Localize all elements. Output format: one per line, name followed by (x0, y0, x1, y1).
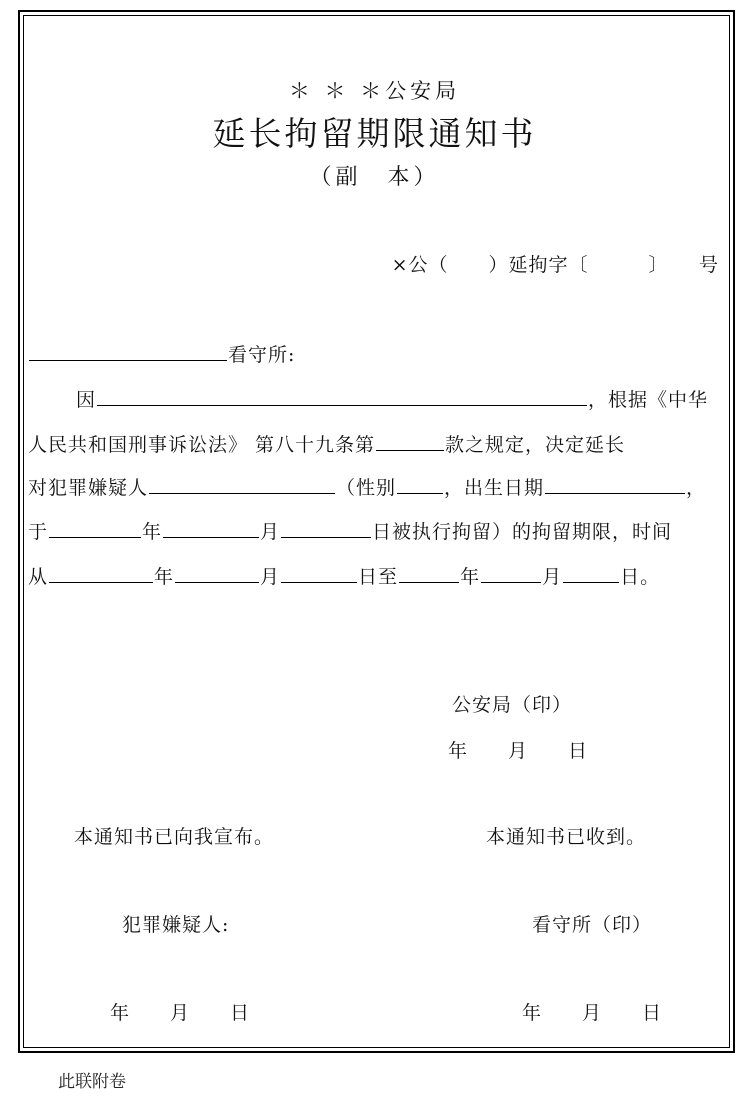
end-year-blank[interactable] (399, 562, 459, 583)
body-text: ，出生日期 (444, 477, 545, 499)
body-text: 月 (260, 566, 281, 588)
body-line-4 (28, 517, 672, 544)
clause-number-blank[interactable] (376, 430, 444, 451)
body-text: 从 (28, 566, 49, 588)
suspect-sign-date: 年 月 日 (110, 1002, 251, 1024)
start-month-blank[interactable] (175, 562, 259, 583)
body-line-3 (28, 473, 706, 500)
body-text: 因 (76, 389, 97, 411)
agency-name: ＊ ＊ ＊公安局 (288, 79, 461, 103)
detention-month-blank[interactable] (163, 517, 259, 538)
center-sign-date: 年 月 日 (522, 1002, 663, 1024)
body-text: 年 (154, 566, 175, 588)
detention-center-seal-label: 看守所（印） (532, 914, 653, 936)
body-text: 对犯罪嫌疑人 (28, 477, 149, 499)
footer-note: 此联附卷 (58, 1072, 126, 1092)
body-text: 月 (260, 521, 281, 543)
document-number: ×公（ ）延拘字〔 〕 号 (391, 254, 719, 276)
body-text: 日被执行拘留）的拘留期限，时间 (372, 521, 673, 543)
birth-date-blank[interactable] (545, 473, 685, 494)
body-text: ， (686, 477, 707, 499)
body-text: 人民共和国刑事诉讼法》 第八十九条第 (28, 434, 376, 456)
detention-day-blank[interactable] (281, 517, 371, 538)
reason-blank[interactable] (97, 385, 587, 406)
end-day-blank[interactable] (563, 562, 619, 583)
body-text: ，根据《中华 (588, 389, 709, 411)
body-text: 日。 (620, 566, 661, 588)
start-year-blank[interactable] (49, 562, 153, 583)
body-text: 款之规定，决定延长 (445, 434, 626, 456)
addressee-suffix: 看守所: (228, 344, 296, 366)
detention-center-blank[interactable] (29, 340, 227, 361)
document-title: 延长拘留期限通知书 (212, 114, 537, 153)
detention-year-blank[interactable] (49, 517, 141, 538)
copy-label: （副 本） (309, 165, 440, 190)
body-line-5 (28, 562, 660, 589)
body-text: 日至 (358, 566, 399, 588)
suspect-name-blank[interactable] (149, 473, 335, 494)
body-text: 于 (28, 521, 49, 543)
body-text: 年 (142, 521, 163, 543)
body-line-2 (28, 430, 625, 457)
received-statement: 本通知书已收到。 (486, 826, 647, 848)
end-month-blank[interactable] (481, 562, 541, 583)
gender-blank[interactable] (397, 473, 443, 494)
announced-statement: 本通知书已向我宣布。 (74, 826, 275, 848)
start-day-blank[interactable] (281, 562, 357, 583)
body-text: 年 (460, 566, 481, 588)
body-line-1 (76, 385, 708, 412)
addressee-line (28, 340, 295, 367)
body-text: （性别 (336, 477, 397, 499)
police-sign-date: 年 月 日 (448, 740, 589, 762)
suspect-signature-label: 犯罪嫌疑人: (122, 914, 230, 936)
body-text: 月 (542, 566, 563, 588)
police-seal-label: 公安局（印） (452, 694, 573, 716)
